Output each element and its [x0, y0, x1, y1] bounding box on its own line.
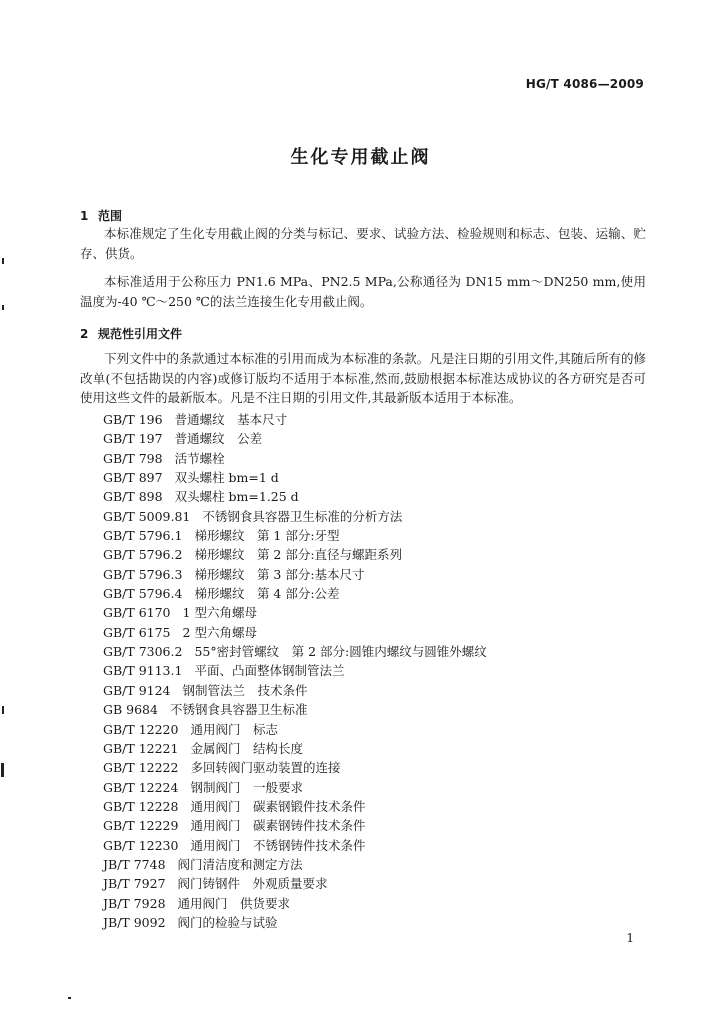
reference-item: [103, 487, 487, 506]
reference-title: 不锈钢食具容器卫生标准的分析方法: [202, 508, 403, 524]
normative-references-list: [103, 410, 487, 932]
reference-title: 普通螺纹 公差: [174, 431, 263, 447]
reference-code: GB/T 12222: [103, 760, 179, 776]
reference-code: GB/T 6170: [103, 605, 171, 621]
reference-item: [103, 720, 487, 739]
reference-title: 金属阀门 结构长度: [190, 740, 303, 756]
reference-title: 梯形螺纹 第 1 部分:牙型: [194, 528, 340, 544]
reference-title: 55°密封管螺纹 第 2 部分:圆锥内螺纹与圆锥外螺纹: [194, 644, 487, 660]
reference-title: 双头螺柱 bm=1.25 d: [174, 489, 299, 505]
reference-item: [103, 661, 487, 680]
reference-code: GB/T 6175: [103, 624, 171, 640]
section-2-heading: [80, 325, 182, 342]
reference-code: JB/T 7748: [103, 856, 166, 872]
reference-item: [103, 855, 487, 874]
reference-item: [103, 836, 487, 855]
reference-title: 梯形螺纹 第 3 部分:基本尺寸: [194, 566, 365, 582]
section-1-title: 范围: [98, 209, 123, 223]
reference-code: GB/T 5796.4: [103, 586, 183, 602]
reference-title: 普通螺纹 基本尺寸: [174, 412, 288, 427]
reference-code: GB/T 12220: [103, 721, 179, 737]
reference-title: 2 型六角螺母: [182, 624, 257, 640]
reference-item: [103, 429, 487, 448]
reference-item: [103, 681, 487, 700]
section-2-number: 2: [80, 327, 89, 341]
reference-item: [103, 449, 487, 468]
reference-title: 多回转阀门驱动装置的连接: [190, 760, 341, 776]
reference-title: 不锈钢食具容器卫生标准: [169, 702, 308, 718]
reference-item: [103, 603, 487, 622]
reference-code: GB/T 798: [103, 450, 163, 466]
reference-item: [103, 584, 487, 603]
section-1-number: 1: [80, 209, 89, 223]
reference-code: JB/T 7927: [103, 876, 166, 892]
reference-item: [103, 565, 487, 584]
reference-item: [103, 778, 487, 797]
reference-title: 通用阀门 碳素钢锻件技术条件: [190, 798, 366, 814]
reference-title: 钢制阀门 一般要求: [190, 779, 303, 795]
reference-title: 通用阀门 供货要求: [177, 895, 291, 911]
reference-title: 阀门铸钢件 外观质量要求: [177, 876, 328, 892]
reference-title: 活节螺栓: [174, 450, 225, 466]
section-1-paragraph-1: 本标准规定了生化专用截止阀的分类与标记、要求、试验方法、检验规则和标志、包装、运输、贮存、供货。: [80, 226, 646, 261]
reference-code: GB/T 898: [103, 489, 163, 505]
scan-mark: [2, 706, 4, 714]
reference-code: GB 9684: [103, 702, 158, 718]
reference-code: GB/T 5796.3: [103, 566, 183, 582]
reference-item: [103, 526, 487, 545]
reference-item: [103, 700, 487, 719]
reference-item: [103, 410, 487, 429]
reference-title: 通用阀门 标志: [190, 721, 278, 737]
scan-mark: [1, 763, 4, 777]
reference-code: GB/T 12224: [103, 779, 179, 795]
reference-title: 1 型六角螺母: [182, 605, 257, 621]
reference-item: [103, 468, 487, 487]
reference-title: 阀门的检验与试验: [177, 914, 278, 930]
reference-title: 平面、凸面整体钢制管法兰: [194, 663, 345, 679]
reference-item: [103, 739, 487, 758]
reference-code: GB/T 12221: [103, 740, 179, 756]
scan-mark: [68, 997, 71, 999]
scan-mark: [2, 305, 4, 310]
reference-item: [103, 797, 487, 816]
section-2-paragraph-1: 下列文件中的条款通过本标准的引用而成为本标准的条款。凡是注日期的引用文件,其随后所有的修改单(不包括勘误的内容)或修订版均不适用于本标准,然而,鼓励根据本标准达成协议的各方研究是否可使用这些文件的最新版本。凡是不注日期的引用文件,其最新版本适用于本标准。: [80, 351, 646, 405]
reference-code: JB/T 7928: [103, 895, 166, 911]
reference-item: [103, 545, 487, 564]
reference-title: 双头螺柱 bm=1 d: [174, 470, 279, 486]
reference-code: GB/T 12229: [103, 818, 179, 834]
section-1-heading: [80, 207, 122, 224]
reference-code: JB/T 9092: [103, 914, 166, 930]
standard-code: HG/T 4086—2009: [525, 77, 644, 91]
reference-code: GB/T 196: [103, 412, 163, 427]
reference-code: GB/T 197: [103, 431, 163, 447]
reference-item: [103, 913, 487, 932]
scan-mark: [2, 258, 4, 264]
reference-item: [103, 507, 487, 526]
reference-title: 钢制管法兰 技术条件: [182, 682, 308, 698]
reference-item: [103, 623, 487, 642]
reference-item: [103, 758, 487, 777]
reference-title: 梯形螺纹 第 4 部分:公差: [194, 586, 340, 602]
reference-item: [103, 894, 487, 913]
reference-title: 梯形螺纹 第 2 部分:直径与螺距系列: [194, 547, 403, 563]
reference-code: GB/T 12230: [103, 837, 179, 853]
reference-item: [103, 816, 487, 835]
reference-code: GB/T 9113.1: [103, 663, 183, 679]
document-title: 生化专用截止阀: [290, 147, 431, 168]
reference-code: GB/T 5009.81: [103, 508, 191, 524]
reference-code: GB/T 7306.2: [103, 644, 183, 660]
reference-item: [103, 874, 487, 893]
section-2-title: 规范性引用文件: [98, 327, 183, 341]
reference-title: 通用阀门 碳素钢铸件技术条件: [190, 818, 366, 834]
reference-item: [103, 642, 487, 661]
reference-code: GB/T 12228: [103, 798, 179, 814]
reference-code: GB/T 9124: [103, 682, 171, 698]
reference-title: 阀门清洁度和测定方法: [177, 856, 303, 872]
reference-code: GB/T 5796.2: [103, 547, 183, 563]
reference-title: 通用阀门 不锈钢铸件技术条件: [190, 837, 366, 853]
page-number: 1: [626, 931, 634, 945]
section-1-paragraph-2: 本标准适用于公称压力 PN1.6 MPa、PN2.5 MPa,公称通径为 DN15 mm～DN250 mm,使用温度为-40 ℃～250 ℃的法兰连接生化专用截止阀。: [80, 274, 646, 309]
reference-code: GB/T 897: [103, 470, 163, 486]
reference-code: GB/T 5796.1: [103, 528, 183, 544]
